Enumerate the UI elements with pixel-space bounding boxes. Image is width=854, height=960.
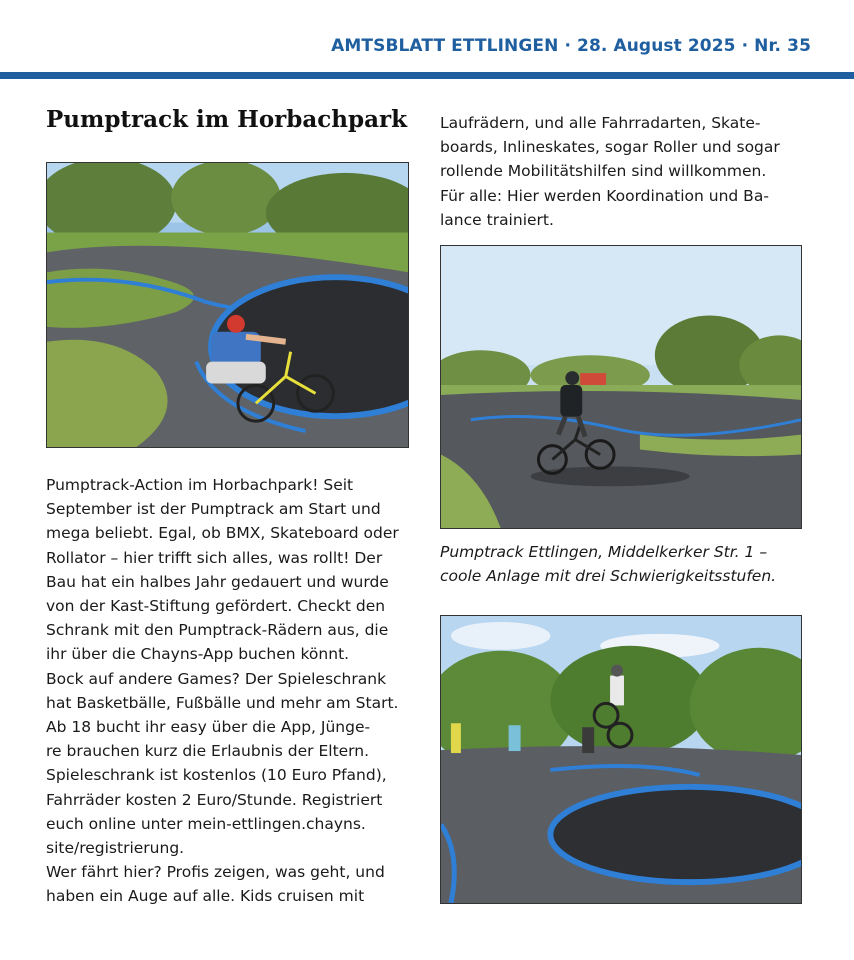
photo-pumptrack-bmx-rider — [440, 245, 802, 529]
body-line: mega beliebt. Egal, ob BMX, Skateboard oder — [46, 524, 399, 543]
body-line: Rollator – hier trifft sich alles, was rollt! Der — [46, 548, 383, 567]
article-body-left — [46, 473, 409, 909]
body-line: Schrank mit den Pumptrack-Rädern aus, die — [46, 621, 389, 640]
header-rule — [0, 72, 854, 79]
article-body-right — [440, 111, 802, 232]
caption-line: coole Anlage mit drei Schwierigkeitsstufen. — [440, 567, 777, 586]
body-line: lance trainiert. — [440, 210, 554, 229]
masthead: AMTSBLATT ETTLINGEN · 28. August 2025 · Nr. 35 — [331, 36, 811, 56]
body-line: von der Kast-Stiftung gefördert. Checkt den — [46, 597, 386, 616]
body-line: Wer fährt hier? Profis zeigen, was geht, und — [46, 863, 385, 882]
body-line: re brauchen kurz die Erlaubnis der Eltern. — [46, 742, 370, 761]
photo-pumptrack-group — [440, 615, 802, 904]
caption-line: Pumptrack Ettlingen, Middelkerker Str. 1 – — [440, 543, 768, 561]
body-line: Laufrädern, und alle Fahrradarten, Skate- — [440, 114, 761, 132]
body-line: hat Basketbälle, Fußbälle und mehr am Start. — [46, 693, 399, 712]
body-line: euch online unter mein-ettlingen.chayns. — [46, 814, 366, 833]
body-line: ihr über die Chayns-App buchen könnt. — [46, 645, 350, 664]
body-line: Spieleschrank ist kostenlos (10 Euro Pfand), — [46, 766, 387, 785]
article-title: Pumptrack im Horbachpark — [46, 106, 408, 133]
body-line: haben ein Auge auf alle. Kids cruisen mit — [46, 887, 365, 906]
body-line: Bock auf andere Games? Der Spieleschrank — [46, 669, 387, 688]
body-line: September ist der Pumptrack am Start und — [46, 500, 381, 519]
body-line: Fahrräder kosten 2 Euro/Stunde. Registriert — [46, 790, 383, 809]
photo-pumptrack-bowl-rider — [46, 162, 409, 448]
body-line: site/registrierung. — [46, 839, 185, 858]
photo-caption — [440, 540, 806, 588]
body-line: Ab 18 bucht ihr easy über die App, Jünge- — [46, 718, 371, 737]
body-line: Bau hat ein halbes Jahr gedauert und wurde — [46, 572, 389, 591]
body-line: boards, Inlineskates, sogar Roller und sogar — [440, 138, 780, 157]
body-line: Für alle: Hier werden Koordination und Ba- — [440, 186, 769, 205]
body-line: rollende Mobilitätshilfen sind willkommen. — [440, 162, 767, 181]
body-line: Pumptrack-Action im Horbachpark! Seit — [46, 476, 354, 494]
